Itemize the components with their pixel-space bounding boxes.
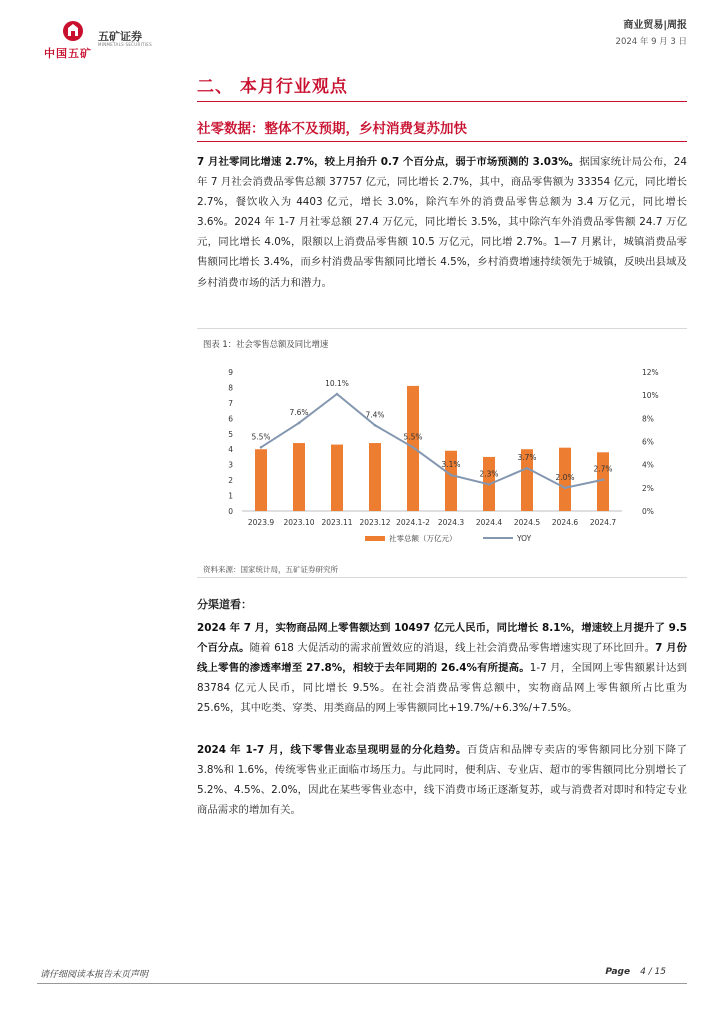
- paragraph-lead: 2024 年 7 月，实物商品网上零售额达到 10497 亿元人民币，同比增长 8.1%，增速较上月提升了 9.5 个百分点。: [197, 622, 687, 655]
- paragraph-lead: 7 月社零同比增速 2.7%，较上月抬升 0.7 个百分点，弱于市场预测的 3.03%。: [197, 156, 580, 168]
- y-right-tick-label: 12%: [642, 368, 659, 377]
- yoy-point: [450, 474, 453, 477]
- bar: [369, 443, 381, 511]
- paragraph-lead: 2024 年 1-7 月，线下零售业态呈现明显的分化趋势。: [197, 744, 468, 756]
- disclaimer-note: 请仔细阅读本报告末页声明: [40, 970, 149, 980]
- yoy-point: [602, 478, 605, 481]
- yoy-data-label: 2.3%: [479, 469, 499, 479]
- page-number: [605, 967, 666, 977]
- x-tick-label: 2024.6: [551, 518, 579, 527]
- x-tick-label: 2024.5: [513, 518, 541, 527]
- yoy-data-label: 5.5%: [251, 432, 271, 442]
- report-date: 2024 年 9 月 3 日: [615, 37, 687, 47]
- footer-divider: [37, 983, 687, 984]
- paragraph-offline-retail: [197, 740, 687, 820]
- retail-chart: [197, 355, 687, 555]
- y-right-tick-label: 0%: [642, 507, 654, 516]
- y-left-tick-label: 5: [228, 429, 233, 439]
- logo-en-text: MINMETALS SECURITIES: [98, 42, 152, 47]
- y-right-tick-label: 6%: [642, 437, 654, 447]
- y-left-tick-label: 3: [228, 460, 233, 470]
- paragraph-body: 1-7 月，全国网上零售额累计达到 83784 亿元人民币，同比增长 9.5%。在社会消费品零售总额中，实物商品网上零售额所占比重为 25.6%，其中吃类、穿类、用类商品的网上零售额同比+19.7%/+6.3%/+7.5%。: [197, 662, 687, 715]
- paragraph-retail-overview: [197, 152, 687, 293]
- y-left-tick-label: 0: [228, 507, 233, 516]
- yoy-point: [526, 467, 529, 470]
- figure-title: 图表 1：社会零售总额及同比增速: [203, 339, 329, 349]
- x-tick-label: 2024.3: [437, 518, 465, 527]
- bar: [597, 452, 609, 511]
- legend-line-label: YOY: [517, 534, 532, 543]
- y-left-tick-label: 9: [228, 368, 233, 377]
- yoy-data-label: 3.1%: [441, 460, 461, 470]
- x-tick-label: 2023.12: [359, 518, 391, 527]
- page-count: 4 / 15: [640, 967, 666, 977]
- bar: [331, 445, 343, 511]
- report-type: 商业贸易|周报: [623, 20, 687, 31]
- x-tick-label: 2024.1-2: [396, 518, 430, 527]
- yoy-point: [412, 446, 415, 449]
- x-tick-label: 2023.11: [321, 518, 353, 527]
- paragraph-online-retail: [197, 618, 687, 718]
- paragraph-body: 百货店和品牌专卖店的零售额同比分别下降了 3.8%和 1.6%，传统零售业正面临市场压力。与此同时，便利店、专业店、超市的零售额同比分别增长了 5.2%、4.5%、2.0%，因此在某些零售业态中，线下消费市场正逐渐复苏，或与消费者对即时和特定专业商品需求的增加有关。: [197, 744, 688, 817]
- y-right-tick-label: 8%: [642, 414, 654, 424]
- y-left-tick-label: 8: [228, 383, 233, 393]
- section-divider: [197, 101, 687, 102]
- yoy-data-label: 2.0%: [555, 472, 575, 482]
- yoy-data-label: 10.1%: [325, 379, 349, 389]
- y-left-tick-label: 7: [228, 398, 233, 408]
- yoy-point: [336, 393, 339, 396]
- x-tick-label: 2024.7: [589, 518, 617, 527]
- x-tick-label: 2024.4: [475, 518, 503, 527]
- bar: [255, 449, 267, 511]
- legend-bar-label: 社零总额（万亿元）: [389, 534, 457, 543]
- y-right-tick-label: 4%: [642, 460, 654, 470]
- x-tick-label: 2023.10: [283, 518, 315, 527]
- yoy-data-label: 5.5%: [403, 432, 423, 442]
- paragraph-body: 据国家统计局公布，24 年 7 月社会消费品零售总额 37757 亿元，同比增长 2.7%，其中，商品零售额为 33354 亿元，同比增长 2.7%，餐饮收入为 4403 亿元，增长 3.0%，除汽车外的消费品零售总额为 3.4 万亿元，同比增长 3.6%。2024 年 1-7 月社零总额 27.4 万亿元，同比增长 3.5%，其中除汽车外消费品零售额 24.7 万亿元，同比增长 4.0%，限额以上消费品零售额 10.5 万亿元，同比增 2.7%。1—7 月累计，城镇消费品零售额同比增长 3.4%，而乡村消费品零售额同比增长 4.5%，乡村消费增速持续领先于城镇，反映出县域及乡村消费市场的活力和潜力。: [197, 156, 687, 289]
- yoy-point: [374, 424, 377, 427]
- yoy-point: [298, 422, 301, 425]
- yoy-data-label: 7.6%: [289, 407, 309, 417]
- y-left-tick-label: 4: [228, 445, 233, 455]
- paragraph-body: 随着 618 大促活动的需求前置效应的消退，线上社会消费品零售增速实现了环比回升。: [249, 642, 656, 655]
- page-label: Page: [605, 967, 631, 977]
- x-tick-label: 2023.9: [247, 518, 275, 527]
- yoy-point: [260, 446, 263, 449]
- y-left-tick-label: 6: [228, 414, 233, 424]
- legend-bar-swatch: [365, 536, 385, 541]
- yoy-point: [488, 483, 491, 486]
- paragraph-highlight: 7 月份线上零售的渗透率增至 27.8%，相较于去年同期的 26.4%有所提高。: [197, 642, 687, 675]
- yoy-data-label: 3.7%: [517, 453, 537, 463]
- logo-emblem-icon: [62, 20, 84, 44]
- y-right-tick-label: 10%: [642, 391, 659, 401]
- logo-cn-text: 中国五矿: [44, 47, 92, 60]
- y-right-tick-label: 2%: [642, 483, 654, 493]
- yoy-data-label: 7.4%: [365, 410, 385, 420]
- yoy-line: [261, 394, 603, 488]
- logo-brand-text: 五矿证券: [98, 30, 142, 43]
- bar: [293, 443, 305, 511]
- section-title: 二、 本月行业观点: [197, 77, 348, 97]
- yoy-data-label: 2.7%: [593, 464, 613, 474]
- company-logo: [44, 20, 164, 60]
- y-left-tick-label: 2: [228, 476, 233, 486]
- section-subtitle: 社零数据：整体不及预期，乡村消费复苏加快: [197, 121, 467, 137]
- figure-source: 资料来源：国家统计局，五矿证券研究所: [203, 565, 338, 574]
- subtitle-divider: [197, 141, 687, 142]
- yoy-point: [564, 487, 567, 490]
- y-left-tick-label: 1: [228, 491, 233, 501]
- channel-heading: 分渠道看：: [197, 598, 252, 611]
